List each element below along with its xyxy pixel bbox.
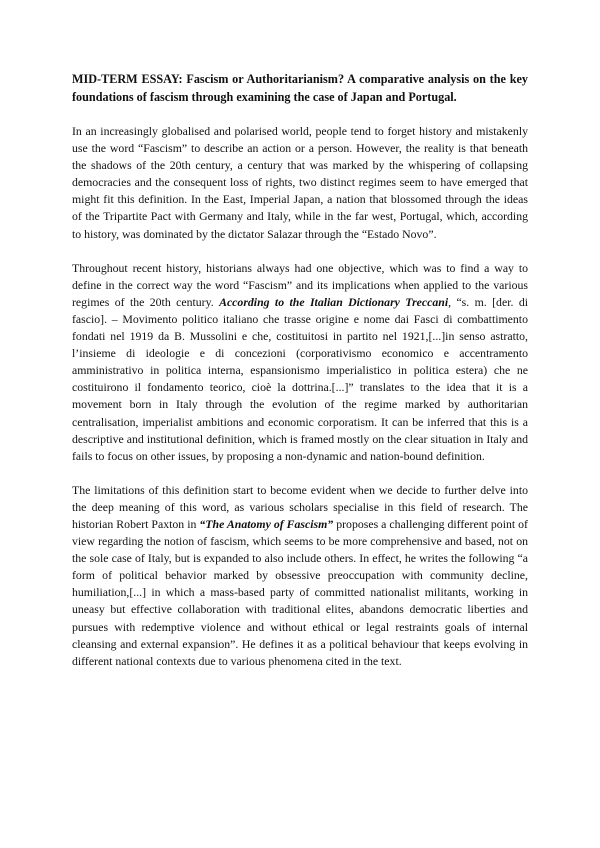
paragraph-definition-text-2: , “s. m. [der. di fascio]. – Movimento politico italiano che trasse origine e nome dai Fasci di combattimento fondati nel 1919 da B. Mussolini e che, costituitosi in partito nel 1921,[...]in senso astratto, l’insieme di ideologie e di concezioni (corporativismo economico e accentramento amministrativo in politica interna, espansionismo imperialistico in politica estera) che ne costituirono il fondamento teorico, cioè la dottrina.[...]” translates to the idea that it is a movement born in Italy through the evolution of the regime marked by authoritarian centralisation, imperialist ambitions and economic corporatism. It can be inferred that this is a descriptive and institutional definition, which is framed mostly on the clear situation in Italy and fails to focus on other issues, by proposing a non-dynamic and nation-bound definition. bbox=[72, 294, 528, 463]
paragraph-intro: In an increasingly globalised and polarised world, people tend to forget history and mistakenly use the word “Fascism” to describe an action or a person. However, the reality is that beneath the shadows of the 20th century, a century that was marked by the whispering of collapsing democracies and the consequent loss of rights, two distinct regimes seem to have emerged that might fit this definition. In the East, Imperial Japan, a nation that blossomed through the ideas of the Tripartite Pact with Germany and Italy, while in the far west, Portugal, which, according to history, was dominated by the dictator Salazar through the “Estado Novo”. bbox=[72, 124, 528, 241]
treccani-reference: According to the Italian Dictionary Treccani bbox=[219, 294, 449, 309]
paragraph-paxton-text-1: The limitations of this definition start to become evident when we decide to further delve into the deep meaning of this word, as various scholars specialise in this field of research. The historian Robert Paxton in bbox=[72, 482, 528, 531]
paragraph-paxton-text-2: proposes a challenging different point of view regarding the notion of fascism, which seems to be more comprehensive and based, not on the sole case of Italy, but is expanded to also include others. In effect, he writes the following “a form of political behavior marked by obsessive preoccupation with community decline, humiliation,[...] in which a mass-based party of committed nationalist militants, working in uneasy but effective collaboration with traditional elites, abandons democratic liberties and pursues with redemptive violence and without ethical or legal restraints goals of internal cleansing and external expansion”. He defines it as a political behaviour that keeps evolving in different national contexts due to various phenomena cited in the text. bbox=[72, 516, 528, 668]
essay-title: MID-TERM ESSAY: Fascism or Authoritarianism? A comparative analysis on the key foundations of fascism through examining the case of Japan and Portugal. bbox=[72, 72, 528, 104]
paragraph-definition bbox=[72, 260, 528, 465]
paragraph-paxton bbox=[72, 482, 528, 670]
paxton-book-title: “The Anatomy of Fascism” bbox=[199, 516, 334, 531]
paragraph-definition-text-1: Throughout recent history, historians always had one objective, which was to find a way to define in the correct way the word “Fascism” and its implications when applied to the various regimes of the 20th century. bbox=[72, 260, 528, 309]
